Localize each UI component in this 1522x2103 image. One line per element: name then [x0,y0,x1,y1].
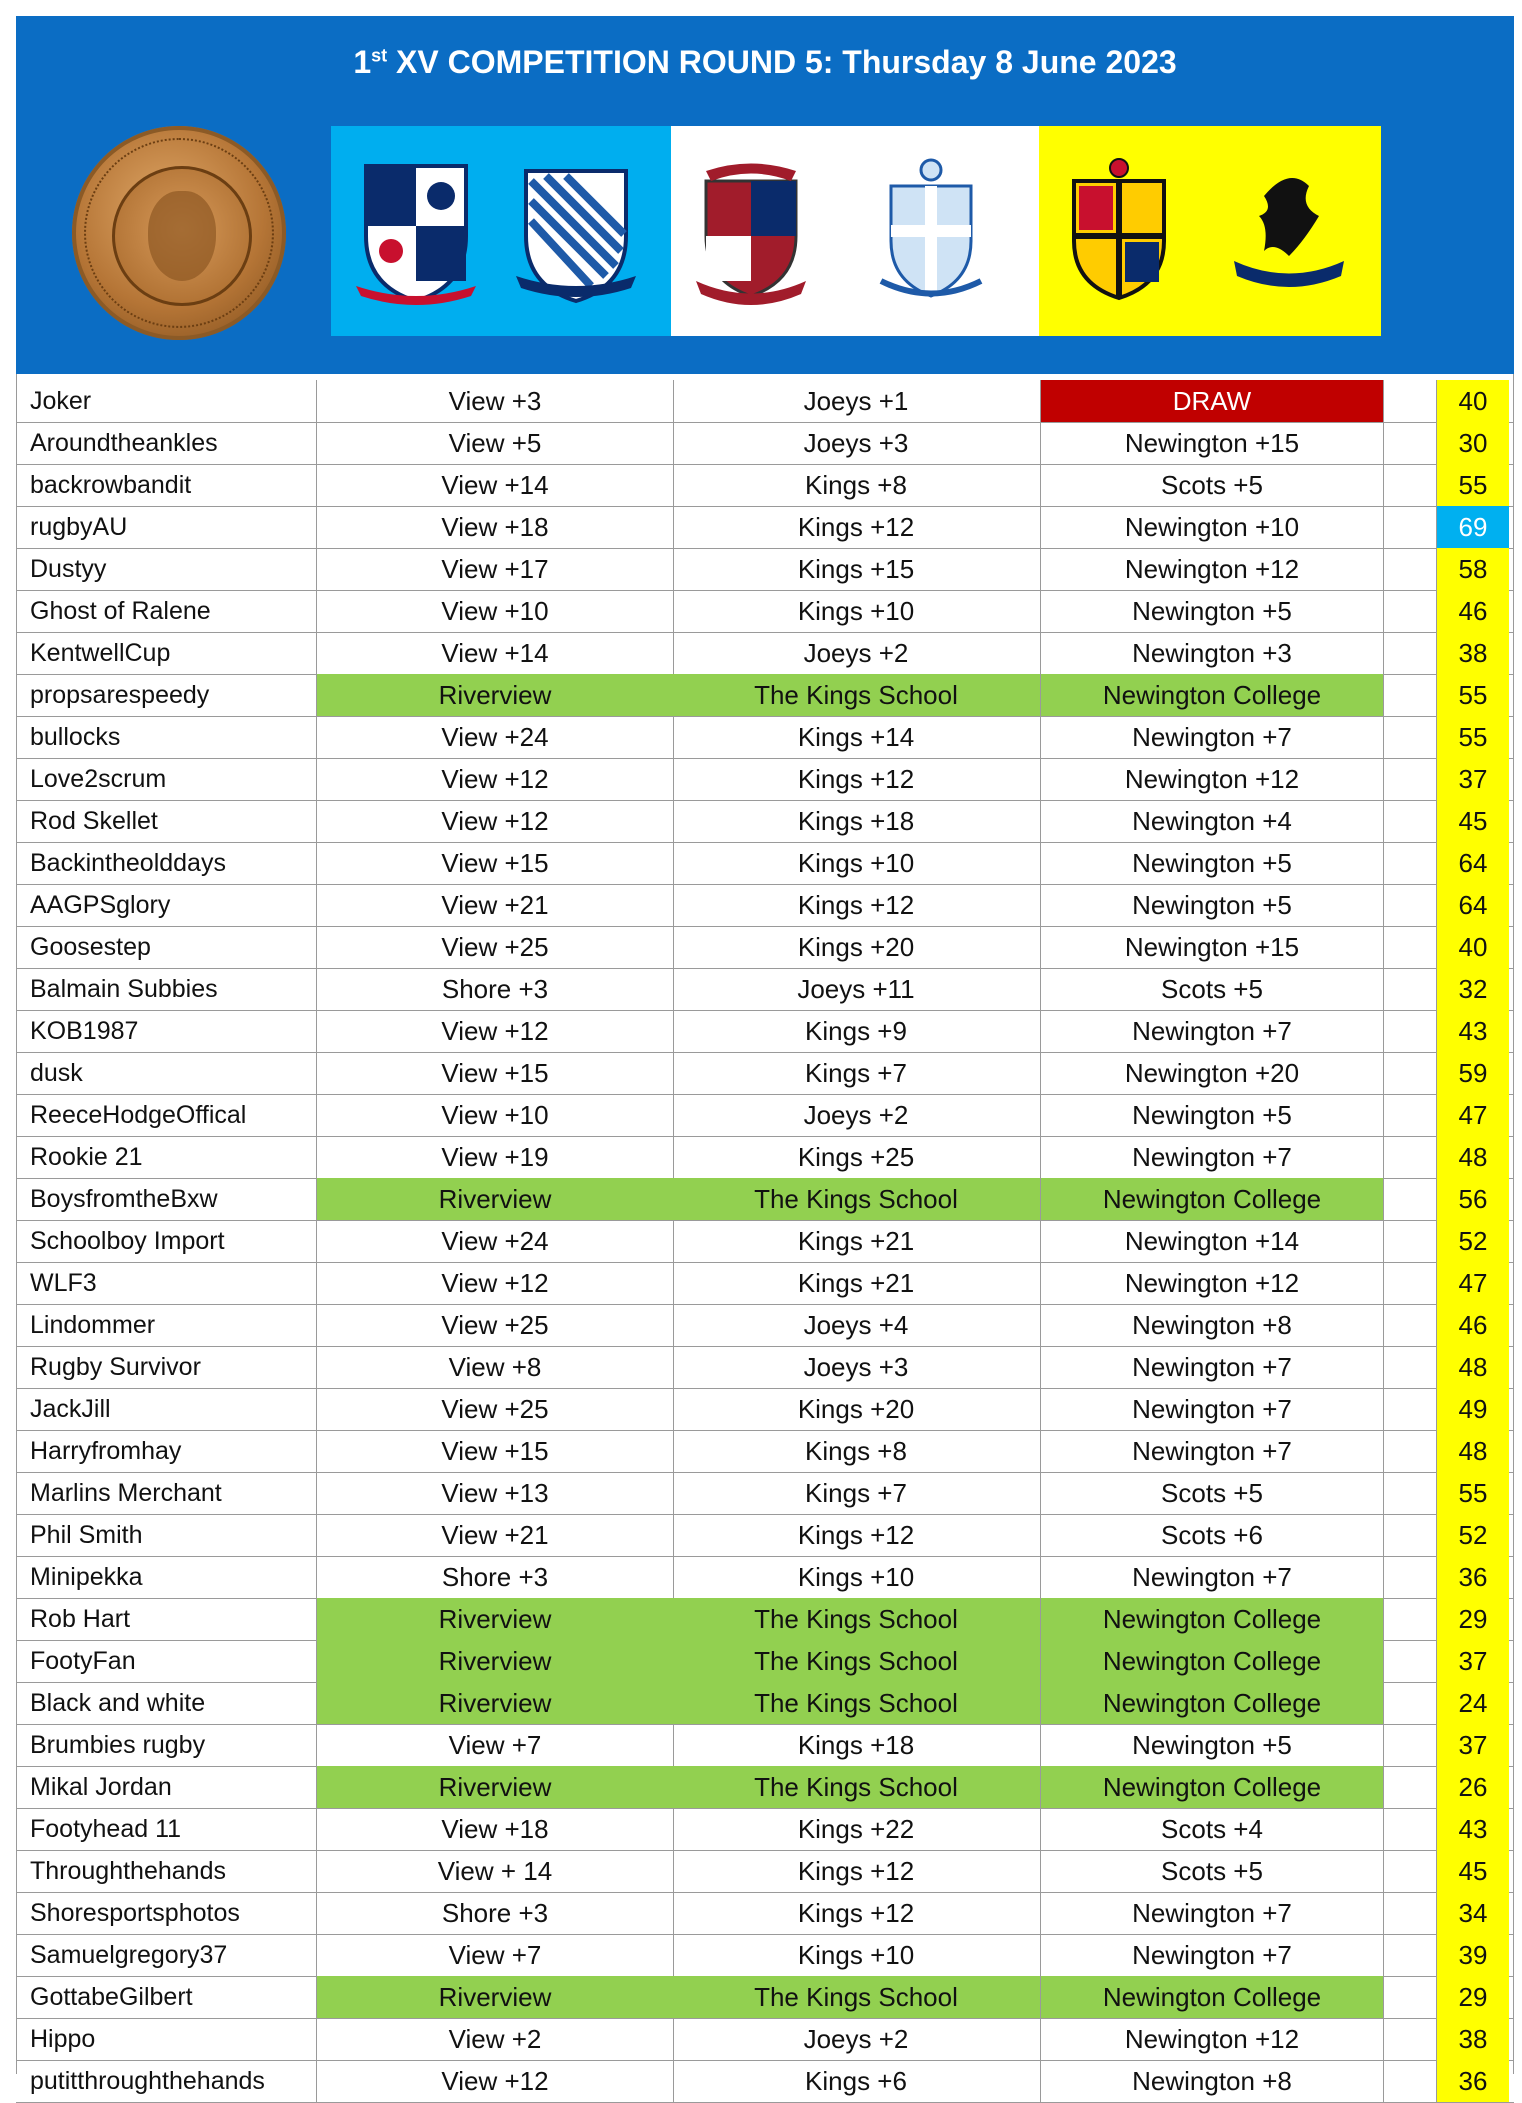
tipster-name: Rod Skellet [30,807,158,835]
score-cell: 45 [1436,1850,1509,1892]
tipster-name: Rookie 21 [30,1143,143,1171]
tipster-name: FootyFan [30,1647,136,1675]
tipster-name: GottabeGilbert [30,1983,193,2011]
pick-game-3: Newington +10 [1040,506,1384,548]
pick-game-2: Joeys +11 [797,974,915,1004]
pick-game-2: Kings +8 [805,470,907,500]
pick-game-2: Kings +12 [797,1898,915,1928]
pick-game-2: Kings +9 [805,1016,907,1046]
score-cell: 26 [1436,1766,1509,1808]
score-cell: 45 [1436,800,1509,842]
score-cell: 37 [1436,758,1509,800]
pick-game-1: View +7 [316,1934,674,1976]
pick-game-1: View +8 [316,1346,674,1388]
pick-game-2: Kings +10 [797,596,915,626]
pick-game-3: Newington +5 [1040,590,1384,632]
tipster-name: Throughthehands [30,1857,226,1885]
pick-game-1: View +14 [316,464,674,506]
tipster-name: Love2scrum [30,765,167,793]
pick-game-2: The Kings School [672,674,1040,716]
table-row [16,1976,1514,2019]
score-cell: 40 [1436,926,1509,968]
pick-game-2: The Kings School [672,1682,1040,1724]
kings-school-crest-icon [871,156,991,306]
table-row [16,632,1514,675]
pick-game-2: Kings +14 [797,722,915,752]
pick-game-2: Kings +21 [797,1268,915,1298]
pick-game-2: The Kings School [672,1766,1040,1808]
score-cell: 30 [1436,422,1509,464]
tipster-name: dusk [30,1059,83,1087]
shore-crest-icon [356,156,476,306]
pick-game-3: Newington +12 [1040,758,1384,800]
tipster-name: Joker [30,387,92,415]
score-cell: 48 [1436,1136,1509,1178]
table-row [16,674,1514,717]
pick-game-1: View +19 [316,1136,674,1178]
score-cell: 64 [1436,842,1509,884]
pick-game-2: Kings +20 [797,1394,915,1424]
pick-game-2: Kings +21 [797,1226,915,1256]
table-row [16,506,1514,549]
pick-game-2: Kings +12 [797,764,915,794]
crest-panel-shore-riverview [331,126,671,336]
tipster-name: Minipekka [30,1563,143,1591]
tipster-name: Harryfromhay [30,1437,182,1465]
table-row [16,1556,1514,1599]
score-cell: 39 [1436,1934,1509,1976]
pick-game-2: Kings +12 [797,1520,915,1550]
tipster-name: Aroundtheankles [30,429,218,457]
pick-game-3: Scots +5 [1040,968,1384,1010]
pick-game-1: Shore +3 [316,1556,674,1598]
score-cell: 43 [1436,1010,1509,1052]
pick-game-3: Newington +15 [1040,422,1384,464]
table-row [16,1304,1514,1347]
pick-game-3: Newington College [1040,1682,1384,1724]
score-cell: 47 [1436,1094,1509,1136]
table-row [16,2018,1514,2061]
tipster-name: Footyhead 11 [30,1815,182,1843]
table-row [16,1640,1514,1683]
pick-game-3: Newington +7 [1040,1556,1384,1598]
score-cell: 48 [1436,1346,1509,1388]
score-cell: 34 [1436,1892,1509,1934]
pick-game-1: Riverview [316,1640,674,1682]
tipster-name: rugbyAU [30,513,128,541]
pick-game-3: Newington +7 [1040,1346,1384,1388]
pick-game-2: Kings +6 [805,2066,907,2096]
pick-game-3: Newington College [1040,1178,1384,1220]
pick-game-1: Shore +3 [316,1892,674,1934]
tipster-name: Schoolboy Import [30,1227,225,1255]
pick-game-3: Newington +5 [1040,884,1384,926]
table-row [16,1388,1514,1431]
pick-game-3: Newington +3 [1040,632,1384,674]
pick-game-2: Joeys +2 [803,638,909,668]
pick-game-1: View +24 [316,716,674,758]
tipster-name: KentwellCup [30,639,171,667]
table-row [16,842,1514,885]
table-row [16,1682,1514,1725]
pick-game-1: View +10 [316,590,674,632]
pick-game-2: Joeys +2 [803,2024,909,2054]
table-row [16,716,1514,759]
pick-game-1: View +25 [316,1388,674,1430]
pick-game-1: View +7 [316,1724,674,1766]
pick-game-2: Joeys +2 [803,1100,909,1130]
tipster-name: Ghost of Ralene [30,597,211,625]
tipster-name: Black and white [30,1689,206,1717]
table-row [16,1094,1514,1137]
pick-game-1: View +25 [316,926,674,968]
aagps-medal-logo [72,126,286,340]
pick-game-1: View +12 [316,2060,674,2102]
pick-game-2: The Kings School [672,1178,1040,1220]
newington-crest-icon [1229,156,1349,306]
pick-game-1: View +18 [316,1808,674,1850]
pick-game-2: Kings +8 [805,1436,907,1466]
pick-game-3: Scots +6 [1040,1514,1384,1556]
table-row [16,1934,1514,1977]
score-cell: 58 [1436,548,1509,590]
score-cell: 55 [1436,716,1509,758]
score-cell: 40 [1436,380,1509,422]
table-row [16,1346,1514,1389]
pick-game-2: Joeys +1 [803,386,909,416]
score-cell: 46 [1436,590,1509,632]
pick-game-3: Newington +5 [1040,1724,1384,1766]
pick-game-1: View +12 [316,800,674,842]
tipster-name: Rob Hart [30,1605,131,1633]
pick-game-1: View +10 [316,1094,674,1136]
pick-game-3: Newington +20 [1040,1052,1384,1094]
pick-game-3: Newington +14 [1040,1220,1384,1262]
score-cell: 24 [1436,1682,1509,1724]
pick-game-1: Riverview [316,1976,674,2018]
table-row [16,1430,1514,1473]
pick-game-2: Kings +7 [805,1478,907,1508]
pick-game-2: Kings +15 [797,554,915,584]
pick-game-1: View +13 [316,1472,674,1514]
pick-game-1: View +17 [316,548,674,590]
pick-game-1: Riverview [316,1598,674,1640]
pick-game-3: Newington +7 [1040,1136,1384,1178]
tipster-name: Mikal Jordan [30,1773,172,1801]
pick-game-1: View +21 [316,1514,674,1556]
pick-game-3: Scots +5 [1040,1472,1384,1514]
pick-game-2: Kings +18 [797,806,915,836]
pick-game-3: Newington College [1040,1598,1384,1640]
tipster-name: backrowbandit [30,471,192,499]
score-cell: 32 [1436,968,1509,1010]
pick-game-3: Newington +7 [1040,1430,1384,1472]
tipster-name: Samuelgregory37 [30,1941,228,1969]
pick-game-1: View +15 [316,842,674,884]
pick-game-2: Kings +12 [797,512,915,542]
table-row [16,1598,1514,1641]
pick-game-2: The Kings School [672,1598,1040,1640]
score-cell: 36 [1436,1556,1509,1598]
pick-game-1: Riverview [316,1766,674,1808]
score-cell: 55 [1436,464,1509,506]
header-banner [16,16,1514,374]
pick-game-2: Kings +20 [797,932,915,962]
pick-game-1: View +5 [316,422,674,464]
pick-game-3: Newington College [1040,1640,1384,1682]
scots-crest-icon [1059,156,1179,306]
table-row [16,1052,1514,1095]
pick-game-1: View +3 [316,380,674,422]
pick-game-3: Scots +5 [1040,1850,1384,1892]
pick-game-1: View +2 [316,2018,674,2060]
pick-game-1: View +18 [316,506,674,548]
pick-game-1: Riverview [316,1682,674,1724]
tipster-name: putitthroughthehands [30,2067,265,2095]
pick-game-1: View +15 [316,1430,674,1472]
table-row [16,800,1514,843]
pick-game-3: Newington +12 [1040,1262,1384,1304]
score-cell: 37 [1436,1724,1509,1766]
pick-game-2: Joeys +3 [803,1352,909,1382]
pick-game-1: Shore +3 [316,968,674,1010]
pick-game-3: Newington College [1040,674,1384,716]
table-row [16,590,1514,633]
joeys-crest-icon [691,156,811,306]
pick-game-3: Newington +7 [1040,1934,1384,1976]
pick-game-2: Kings +7 [805,1058,907,1088]
score-cell: 56 [1436,1178,1509,1220]
table-row [16,2060,1514,2103]
tipster-name: KOB1987 [30,1017,139,1045]
pick-game-3: Newington +12 [1040,2018,1384,2060]
score-cell: 48 [1436,1430,1509,1472]
pick-game-3: DRAW [1040,380,1384,422]
score-cell: 59 [1436,1052,1509,1094]
pick-game-2: Kings +10 [797,1940,915,1970]
score-cell: 29 [1436,1976,1509,2018]
score-cell: 46 [1436,1304,1509,1346]
tipster-name: Brumbies rugby [30,1731,206,1759]
pick-game-2: Kings +10 [797,848,915,878]
table-row [16,926,1514,969]
pick-game-1: View +12 [316,758,674,800]
pick-game-1: View +25 [316,1304,674,1346]
table-row [16,1514,1514,1557]
tipster-name: WLF3 [30,1269,97,1297]
pick-game-3: Newington +8 [1040,1304,1384,1346]
score-cell: 37 [1436,1640,1509,1682]
pick-game-2: Kings +12 [797,890,915,920]
table-row [16,968,1514,1011]
pick-game-1: Riverview [316,1178,674,1220]
score-cell: 36 [1436,2060,1509,2102]
tipster-name: JackJill [30,1395,111,1423]
score-cell: 52 [1436,1514,1509,1556]
score-cell: 64 [1436,884,1509,926]
score-cell: 69 [1436,506,1509,548]
pick-game-3: Newington +7 [1040,1010,1384,1052]
tipster-name: Hippo [30,2025,96,2053]
pick-game-1: View +12 [316,1262,674,1304]
pick-game-3: Newington +12 [1040,548,1384,590]
pick-game-2: Kings +18 [797,1730,915,1760]
crest-panel-scots-newington [1039,126,1381,336]
table-row [16,1850,1514,1893]
table-row [16,1892,1514,1935]
pick-game-3: Newington +15 [1040,926,1384,968]
pick-game-2: Kings +25 [797,1142,915,1172]
table-row [16,1220,1514,1263]
pick-game-3: Scots +5 [1040,464,1384,506]
score-cell: 52 [1436,1220,1509,1262]
pick-game-3: Newington +5 [1040,842,1384,884]
pick-game-3: Newington +5 [1040,1094,1384,1136]
table-row [16,1010,1514,1053]
tipster-name: Shoresportsphotos [30,1899,240,1927]
pick-game-1: Riverview [316,674,674,716]
score-cell: 38 [1436,2018,1509,2060]
tipster-name: Balmain Subbies [30,975,218,1003]
tipster-name: propsarespeedy [30,681,210,709]
pick-game-1: View +12 [316,1010,674,1052]
table-row [16,548,1514,591]
table-row [16,464,1514,507]
tipster-name: ReeceHodgeOffical [30,1101,247,1129]
score-cell: 29 [1436,1598,1509,1640]
table-row [16,1178,1514,1221]
table-row [16,380,1514,423]
table-row [16,422,1514,465]
pick-game-1: View +15 [316,1052,674,1094]
pick-game-2: Kings +22 [797,1814,915,1844]
pick-game-2: The Kings School [672,1640,1040,1682]
pick-game-3: Newington +4 [1040,800,1384,842]
table-row [16,1766,1514,1809]
table-row [16,1136,1514,1179]
score-cell: 55 [1436,1472,1509,1514]
pick-game-2: Joeys +4 [803,1310,909,1340]
tipster-name: AAGPSglory [30,891,171,919]
pick-game-2: Kings +12 [797,1856,915,1886]
pick-game-3: Newington +7 [1040,1388,1384,1430]
pick-game-3: Newington +7 [1040,716,1384,758]
tipster-name: BoysfromtheBxw [30,1185,218,1213]
table-row [16,1808,1514,1851]
page-title: 1st XV COMPETITION ROUND 5: Thursday 8 June 2023 [353,44,1177,80]
pick-game-1: View +21 [316,884,674,926]
tipster-name: Rugby Survivor [30,1353,201,1381]
pick-game-1: View +24 [316,1220,674,1262]
tipster-name: Phil Smith [30,1521,143,1549]
pick-game-2: Joeys +3 [803,428,909,458]
tipster-name: Backintheolddays [30,849,226,877]
riverview-crest-icon [516,156,636,306]
score-cell: 55 [1436,674,1509,716]
pick-game-1: View +14 [316,632,674,674]
table-row [16,884,1514,927]
table-row [16,758,1514,801]
pick-game-3: Scots +4 [1040,1808,1384,1850]
tipster-name: Marlins Merchant [30,1479,222,1507]
pick-game-1: View + 14 [316,1850,674,1892]
score-cell: 47 [1436,1262,1509,1304]
tipster-name: bullocks [30,723,121,751]
table-row [16,1262,1514,1305]
tipster-name: Dustyy [30,555,107,583]
pick-game-2: Kings +10 [797,1562,915,1592]
score-cell: 38 [1436,632,1509,674]
pick-game-3: Newington College [1040,1976,1384,2018]
pick-game-3: Newington +8 [1040,2060,1384,2102]
table-row [16,1472,1514,1515]
pick-game-2: The Kings School [672,1976,1040,2018]
table-row [16,1724,1514,1767]
crest-panel-joeys-kings [671,126,1039,336]
tipster-name: Lindommer [30,1311,156,1339]
score-cell: 43 [1436,1808,1509,1850]
pick-game-3: Newington +7 [1040,1892,1384,1934]
tipster-name: Goosestep [30,933,151,961]
score-cell: 49 [1436,1388,1509,1430]
pick-game-3: Newington College [1040,1766,1384,1808]
